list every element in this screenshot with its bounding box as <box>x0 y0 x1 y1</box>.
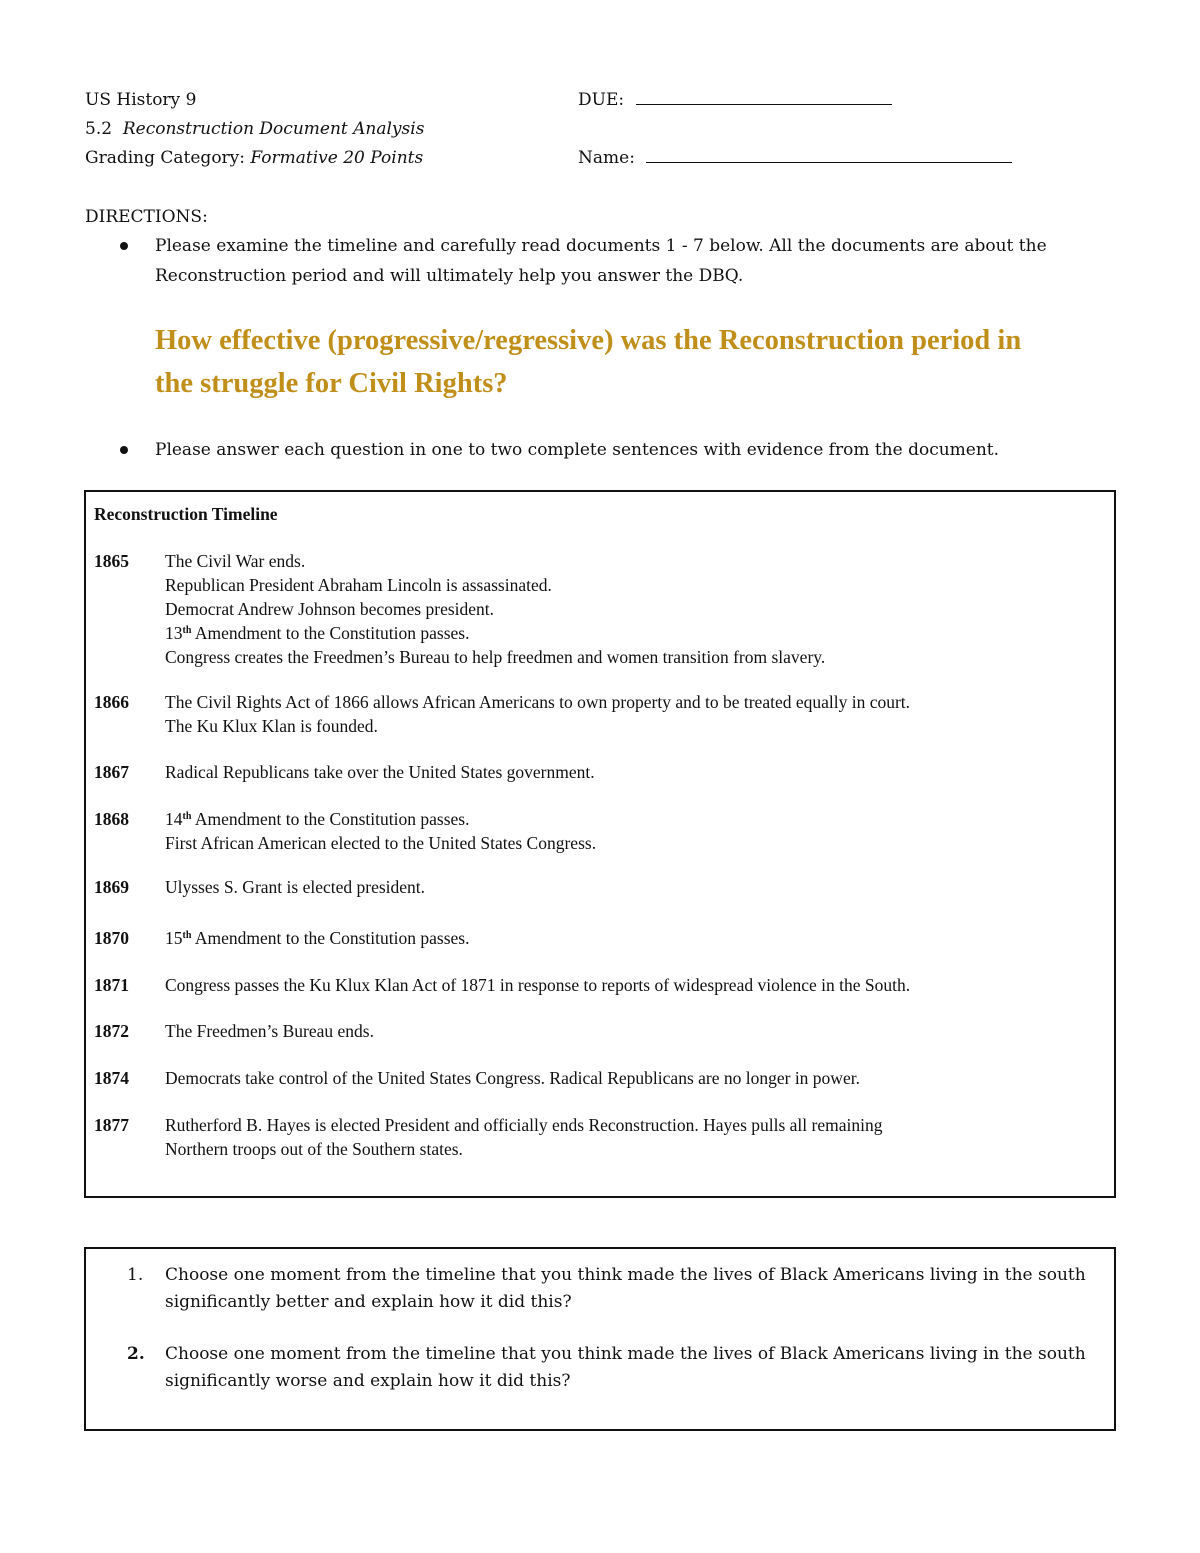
timeline-event: Northern troops out of the Southern states. <box>165 1139 463 1159</box>
question-2 <box>165 1341 1086 1395</box>
timeline-events <box>165 760 595 784</box>
timeline-event <box>165 621 825 645</box>
amendment-number: 15 <box>165 928 183 948</box>
timeline-year: 1869 <box>94 877 129 897</box>
timeline-events <box>165 807 596 855</box>
directions-bullet-2: Please answer each question in one to two complete sentences with evidence from the document. <box>155 440 1000 460</box>
ordinal-suffix: th <box>182 811 192 822</box>
question-2-line-2: significantly worse and explain how it did this? <box>165 1371 571 1391</box>
timeline-event: The Freedmen’s Bureau ends. <box>165 1021 374 1041</box>
unit-number: 5.2 <box>85 119 113 139</box>
name-line <box>578 148 1012 168</box>
course-name: US History 9 <box>85 90 197 110</box>
question-2-line-1: Choose one moment from the timeline that you think made the lives of Black Americans living in the south <box>165 1344 1086 1364</box>
timeline-event: Democrats take control of the United States Congress. Radical Republicans are no longer in power. <box>165 1068 860 1088</box>
timeline-events <box>165 875 425 899</box>
timeline-event <box>165 807 596 831</box>
directions-bullet-1 <box>155 231 1115 291</box>
timeline-event: Democrat Andrew Johnson becomes president. <box>165 599 495 619</box>
bullet-icon <box>120 446 128 454</box>
grading-label: Grading Category: <box>85 148 246 168</box>
amendment-number: 13 <box>165 623 183 643</box>
timeline-year: 1870 <box>94 928 129 948</box>
timeline-events <box>165 926 469 950</box>
timeline-event-text: Amendment to the Constitution passes. <box>194 809 470 829</box>
timeline-event: First African American elected to the United States Congress. <box>165 833 597 853</box>
timeline-year: 1874 <box>94 1068 129 1088</box>
timeline-year: 1877 <box>94 1115 129 1135</box>
amendment-number: 14 <box>165 809 183 829</box>
question-number: 1. <box>127 1265 144 1285</box>
timeline-events <box>165 549 825 669</box>
timeline-year: 1871 <box>94 975 129 995</box>
timeline-event: Rutherford B. Hayes is elected President and officially ends Reconstruction. Hayes pulls all remaining <box>165 1115 883 1135</box>
timeline-events <box>165 1113 882 1161</box>
ordinal-suffix: th <box>182 930 192 941</box>
ordinal-suffix: th <box>182 625 192 636</box>
question-1 <box>165 1262 1086 1316</box>
question-number: 2. <box>127 1344 145 1364</box>
timeline-event: Republican President Abraham Lincoln is assassinated. <box>165 575 552 595</box>
question-1-line-2: significantly better and explain how it did this? <box>165 1292 572 1312</box>
grading-value: Formative 20 Points <box>250 148 424 168</box>
directions-heading: DIRECTIONS: <box>85 207 208 227</box>
name-label: Name: <box>578 148 635 168</box>
dbq-question <box>155 319 1021 405</box>
question-1-line-1: Choose one moment from the timeline that you think made the lives of Black Americans living in the south <box>165 1265 1086 1285</box>
timeline-year: 1865 <box>94 551 129 571</box>
due-label: DUE: <box>578 90 625 110</box>
timeline-event-text: Amendment to the Constitution passes. <box>194 928 470 948</box>
name-field[interactable] <box>646 148 1012 163</box>
timeline-year: 1872 <box>94 1021 129 1041</box>
timeline-event: Ulysses S. Grant is elected president. <box>165 877 426 897</box>
timeline-event: The Civil Rights Act of 1866 allows African Americans to own property and to be treated equally in court. <box>165 692 911 712</box>
unit-line <box>85 119 424 139</box>
unit-title: Reconstruction Document Analysis <box>122 119 425 139</box>
dbq-question-line-2: the struggle for Civil Rights? <box>155 368 508 399</box>
timeline-event: Congress creates the Freedmen’s Bureau to help freedmen and women transition from slavery. <box>165 647 826 667</box>
timeline-event: The Ku Klux Klan is founded. <box>165 716 378 736</box>
timeline-event-text: Amendment to the Constitution passes. <box>194 623 470 643</box>
timeline-events <box>165 973 910 997</box>
timeline-title: Reconstruction Timeline <box>94 504 278 524</box>
timeline-year: 1866 <box>94 692 129 712</box>
timeline-events <box>165 690 910 738</box>
timeline-events <box>165 1066 860 1090</box>
timeline-year: 1868 <box>94 809 129 829</box>
bullet-icon <box>120 242 128 250</box>
timeline-events <box>165 1019 374 1043</box>
timeline-event: Radical Republicans take over the United States government. <box>165 762 595 782</box>
timeline-event: The Civil War ends. <box>165 551 306 571</box>
directions-bullet-1-line-1: Please examine the timeline and carefully read documents 1 - 7 below. All the documents are about the <box>155 236 1047 256</box>
timeline-event: Congress passes the Ku Klux Klan Act of 1871 in response to reports of widespread violence in the South. <box>165 975 911 995</box>
directions-bullet-1-line-2: Reconstruction period and will ultimately help you answer the DBQ. <box>155 266 744 286</box>
due-line <box>578 90 892 110</box>
grading-line <box>85 148 423 168</box>
dbq-question-line-1: How effective (progressive/regressive) was the Reconstruction period in <box>155 325 1022 356</box>
due-field[interactable] <box>636 90 892 105</box>
timeline-event <box>165 926 469 950</box>
timeline-year: 1867 <box>94 762 129 782</box>
